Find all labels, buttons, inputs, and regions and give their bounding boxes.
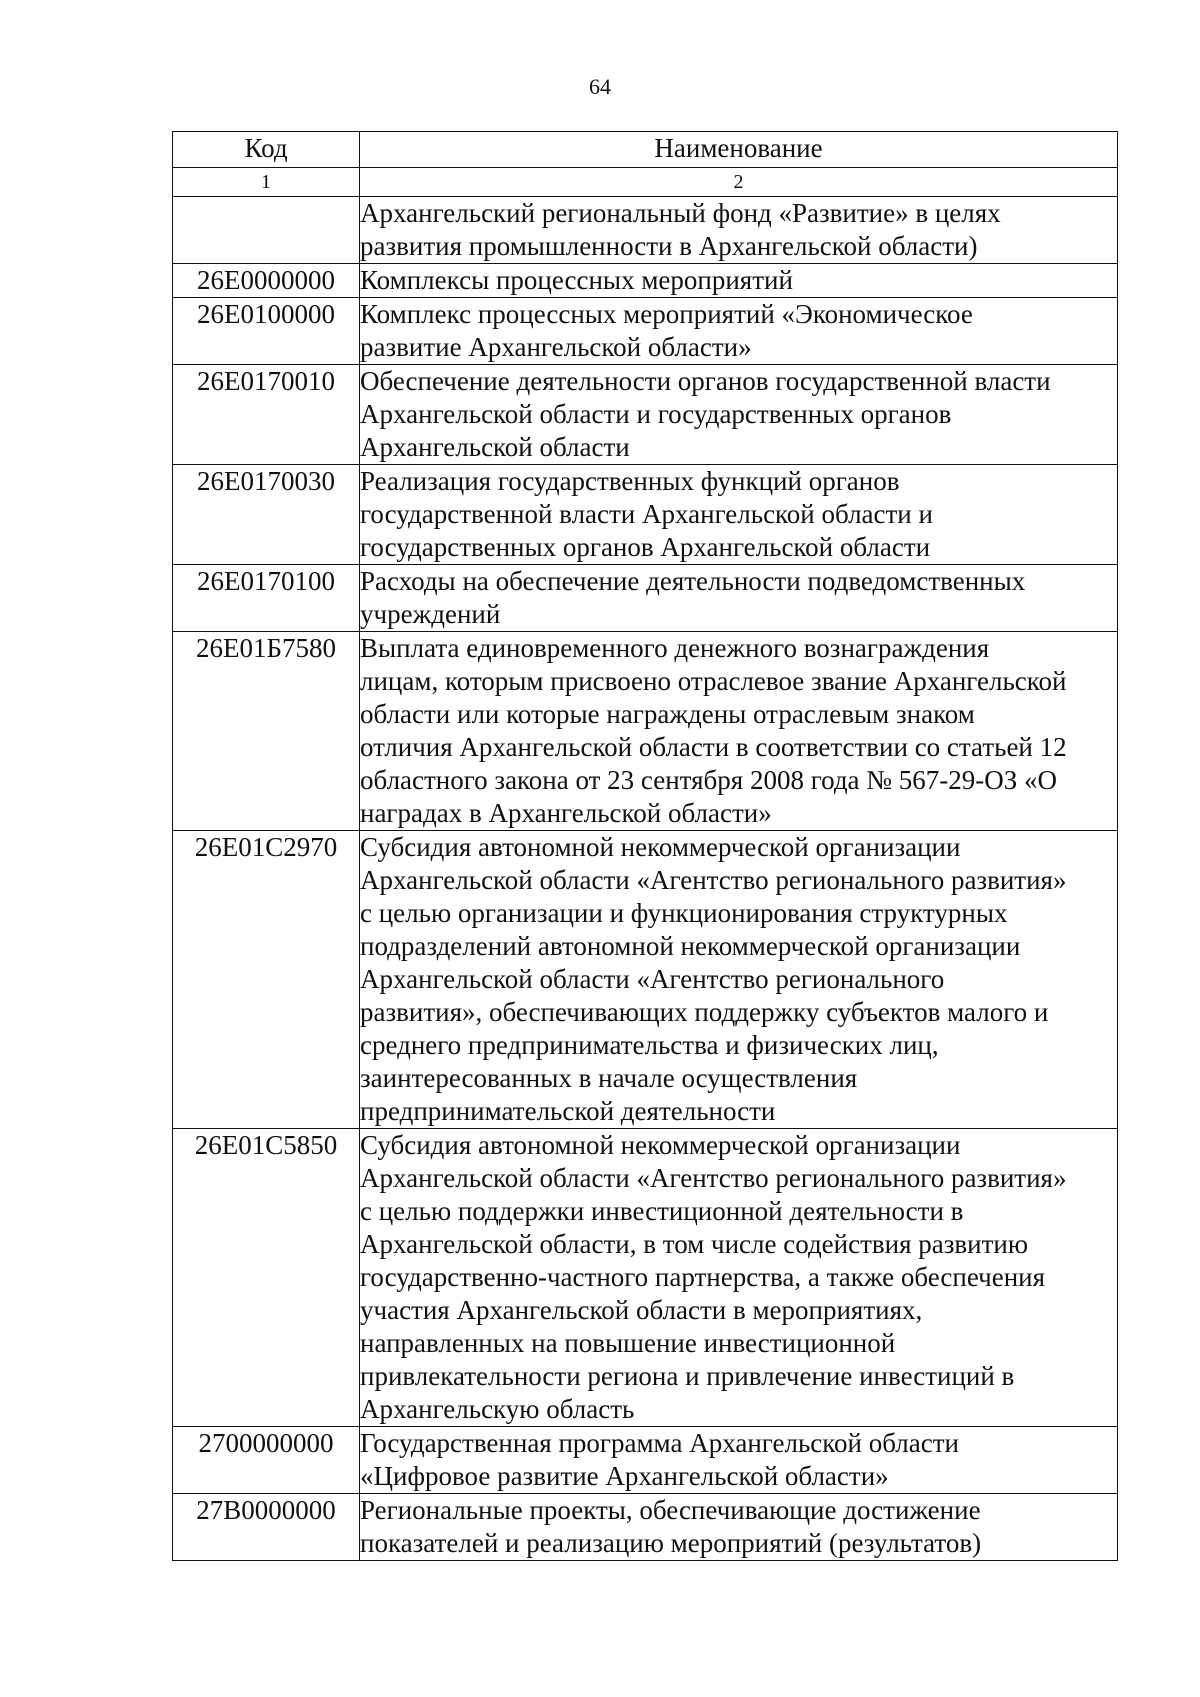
table-row <box>173 831 1118 1129</box>
row-name-line: среднего предпринимательства и физических лиц, <box>360 1030 939 1060</box>
row-name <box>360 1494 1118 1561</box>
row-name-line: Архангельской области «Агентство регионального <box>360 964 945 994</box>
table-row <box>173 1129 1118 1427</box>
row-name-line: развития промышленности в Архангельской области) <box>360 231 978 261</box>
table-row <box>173 1427 1118 1494</box>
row-name <box>360 1427 1118 1494</box>
row-name-line: показателей и реализацию мероприятий (результатов) <box>360 1528 982 1558</box>
row-name <box>360 365 1118 465</box>
table-row <box>173 298 1118 365</box>
column-number-1: 1 <box>173 168 360 197</box>
row-name-line: развитие Архангельской области» <box>360 332 752 362</box>
row-name <box>360 632 1118 831</box>
row-name-line: государственных органов Архангельской области <box>360 532 931 562</box>
row-name-line: предпринимательской деятельности <box>360 1096 776 1126</box>
row-name <box>360 565 1118 632</box>
row-name-line: участия Архангельской области в мероприятиях, <box>360 1295 923 1325</box>
table-row <box>173 264 1118 298</box>
row-name-line: «Цифровое развитие Архангельской области» <box>360 1461 889 1491</box>
row-name-line: Обеспечение деятельности органов государственной власти <box>360 366 1051 396</box>
row-name-line: Государственная программа Архангельской области <box>360 1428 959 1458</box>
row-name-line: с целью организации и функционирования структурных <box>360 898 1008 928</box>
row-name-line: Комплексы процессных мероприятий <box>360 265 793 295</box>
row-code: 26Е01С5850 <box>173 1129 360 1427</box>
row-name-line: наградах в Архангельской области» <box>360 798 772 828</box>
table-body <box>173 197 1118 1561</box>
row-name-line: Архангельскую область <box>360 1394 635 1424</box>
row-name-line: подразделений автономной некоммерческой организации <box>360 931 1021 961</box>
row-name-line: лицам, которым присвоено отраслевое звание Архангельской <box>360 666 1067 696</box>
row-name <box>360 298 1118 365</box>
code-table <box>172 131 1118 1561</box>
table-row <box>173 565 1118 632</box>
row-name-line: учреждений <box>360 599 501 629</box>
row-name-line: Субсидия автономной некоммерческой организации <box>360 1130 961 1160</box>
row-name-line: Архангельской области, в том числе содействия развитию <box>360 1229 1029 1259</box>
row-code: 26Е0170010 <box>173 365 360 465</box>
table-row <box>173 1494 1118 1561</box>
row-code: 2700000000 <box>173 1427 360 1494</box>
row-name-line: с целью поддержки инвестиционной деятельности в <box>360 1196 964 1226</box>
table-row <box>173 197 1118 264</box>
row-name-line: привлекательности региона и привлечение инвестиций в <box>360 1361 1015 1391</box>
row-name-line: областного закона от 23 сентября 2008 года № 567-29-ОЗ «О <box>360 765 1058 795</box>
row-code <box>173 197 360 264</box>
table-row <box>173 632 1118 831</box>
row-name-line: Расходы на обеспечение деятельности подведомственных <box>360 566 1026 596</box>
row-name-line: Субсидия автономной некоммерческой организации <box>360 832 961 862</box>
page-number: 64 <box>589 74 611 99</box>
row-code: 26Е0100000 <box>173 298 360 365</box>
row-code: 27В0000000 <box>173 1494 360 1561</box>
row-name-line: Архангельской области и государственных органов <box>360 399 952 429</box>
row-name-line: Комплекс процессных мероприятий «Экономическое <box>360 299 973 329</box>
row-name-line: заинтересованных в начале осуществления <box>360 1063 858 1093</box>
row-name-line: государственно-частного партнерства, а также обеспечения <box>360 1262 1046 1292</box>
row-name-line: области или которые награждены отраслевым знаком <box>360 699 975 729</box>
header-code: Код <box>173 132 360 168</box>
row-name-line: отличия Архангельской области в соответствии со статьей 12 <box>360 732 1067 762</box>
row-code: 26Е01Б7580 <box>173 632 360 831</box>
row-name-line: государственной власти Архангельской области и <box>360 499 933 529</box>
row-code: 26Е0000000 <box>173 264 360 298</box>
row-name-line: Архангельский региональный фонд «Развитие» в целях <box>360 198 1001 228</box>
row-name <box>360 197 1118 264</box>
row-name <box>360 264 1118 298</box>
row-name-line: Архангельской области «Агентство регионального развития» <box>360 1163 1067 1193</box>
row-name-line: Выплата единовременного денежного вознаграждения <box>360 633 990 663</box>
row-code: 26Е0170030 <box>173 465 360 565</box>
row-code: 26Е01С2970 <box>173 831 360 1129</box>
row-name-line: Архангельской области <box>360 432 630 462</box>
row-name-line: направленных на повышение инвестиционной <box>360 1328 896 1358</box>
row-name-line: Архангельской области «Агентство регионального развития» <box>360 865 1067 895</box>
column-number-row <box>173 168 1118 197</box>
column-number-2: 2 <box>360 168 1118 197</box>
row-name <box>360 1129 1118 1427</box>
row-name-line: Региональные проекты, обеспечивающие достижение <box>360 1495 981 1525</box>
row-name <box>360 465 1118 565</box>
header-name: Наименование <box>360 132 1118 168</box>
row-name <box>360 831 1118 1129</box>
table-row <box>173 365 1118 465</box>
table-row <box>173 465 1118 565</box>
header-row <box>173 132 1118 168</box>
row-name-line: развития», обеспечивающих поддержку субъектов малого и <box>360 997 1049 1027</box>
row-code: 26Е0170100 <box>173 565 360 632</box>
row-name-line: Реализация государственных функций органов <box>360 466 900 496</box>
